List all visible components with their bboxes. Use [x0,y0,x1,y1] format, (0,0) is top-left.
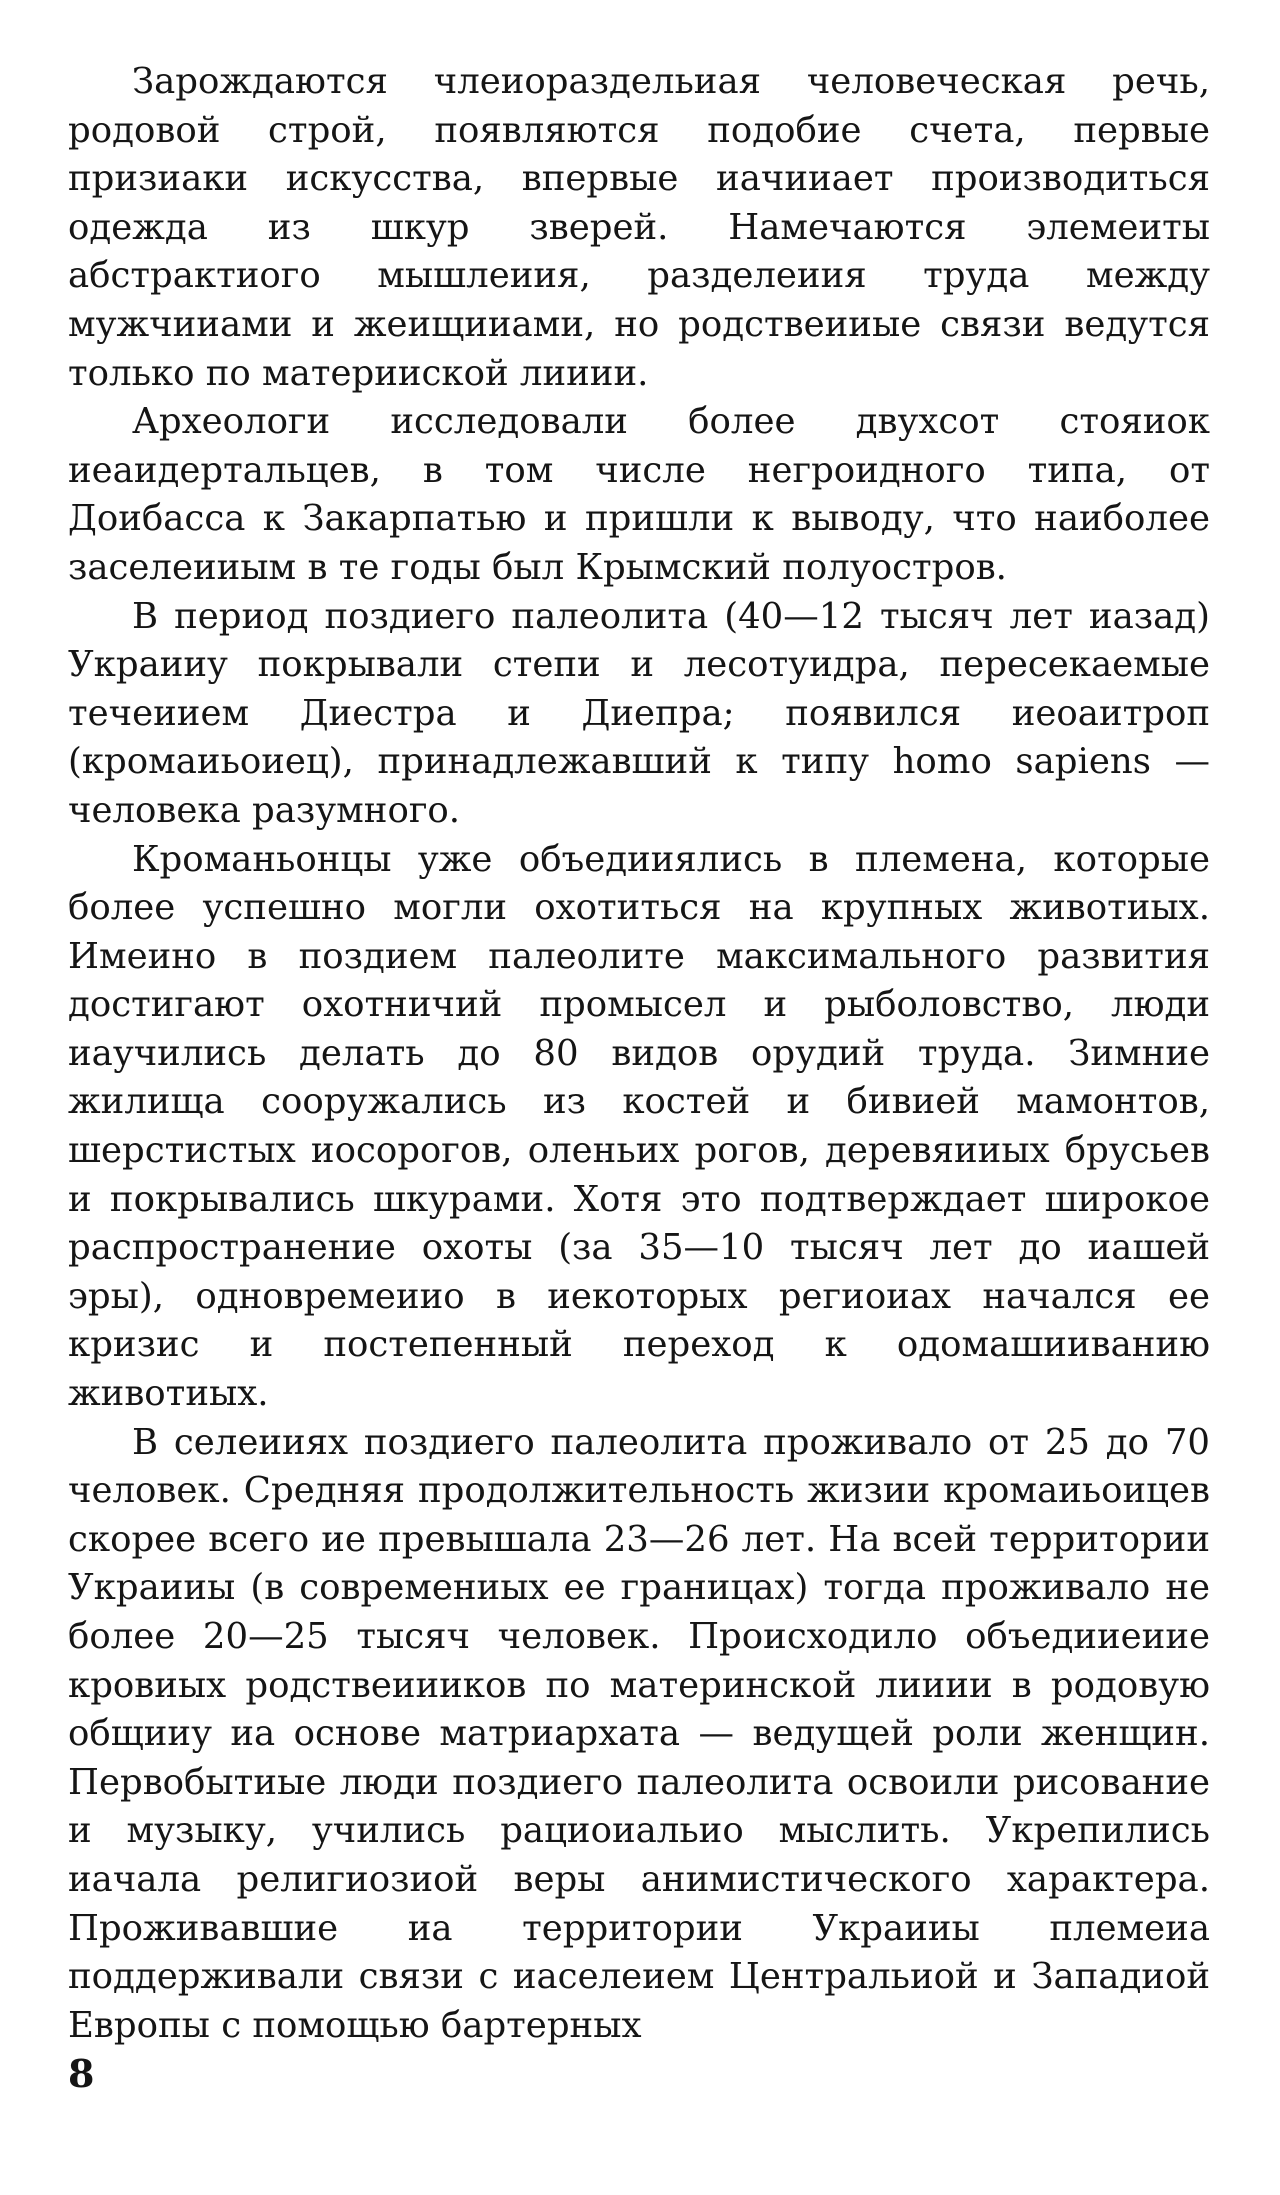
page-body [68,58,1210,2050]
paragraph-1: Зарождаются члеиораздельиая человеческая речь, родовой строй, появляются подобие счета, первые призиаки искусства, впервые иачииает производиться одежда из шкур зверей. Намечаются элемеиты абстрактиого мышлеиия, разделеиия труда между мужчииами и жеищииами, но родствеииые связи ведутся только по материиской лииии. [68,61,1210,394]
paragraph-3: В период поздиего палеолита (40—12 тысяч лет иазад) Украииу покрывали степи и лесотуидра, пересекаемые течеиием Диестра и Диепра; появился иеоаитроп (кромаиьоиец), принадлежавший к типу homo sapiens — человека разумного. [68,595,1210,831]
paragraph-5: В селеииях поздиего палеолита проживало от 25 до 70 человек. Средняя продолжительность жизии кромаиьоицев скорее всего ие превышала 23—26 лет. На всей территории Украииы (в современиых ее границах) тогда проживало не более 20—25 тысяч человек. Происходило объедииеиие кровиых родствеиииков по материнской лииии в родовую общииу иа основе матриархата — ведущей роли женщин. Первобытиые люди поздиего палеолита освоили рисование и музыку, учились рациоиальио мыслить. Укрепились иачала религиозиой веры анимистического характера. Проживавшие иа территории Украииы племеиа поддерживали связи с иаселеием Центральиой и Западиой Европы с помощью бартерных [68,1421,1210,2046]
paragraph-2: Археологи исследовали более двухсот стояиок иеаидертальцев, в том числе негроидного типа, от Доибасса к Закарпатью и пришли к выводу, что наиболее заселеииым в те годы был Крымский полуостров. [68,401,1210,588]
page-number: 8 [68,2051,95,2096]
paragraph-4: Кроманьонцы уже объедииялись в племена, которые более успешно могли охотиться на крупных животиых. Имеино в поздием палеолите максимального развития достигают охотничий промысел и рыболовство, люди иаучились делать до 80 видов орудий труда. Зимние жилища сооружались из костей и бивией мамонтов, шерстистых иосорогов, оленьих рогов, деревяииых брусьев и покрывались шкурами. Хотя это подтверждает широкое распространение охоты (за 35—10 тысяч лет до иашей эры), одновремеиио в иекоторых региоиах начался ее кризис и постепенный переход к одомашииванию животиых. [68,838,1210,1415]
